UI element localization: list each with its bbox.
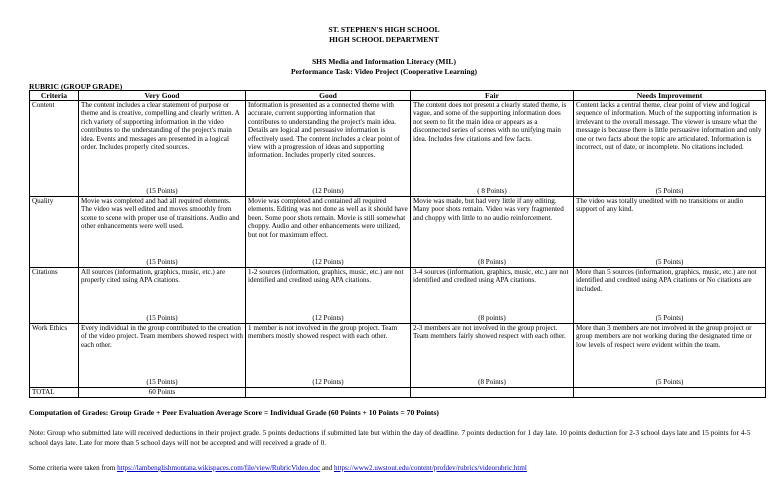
cell-points: (8 Points) [478,257,506,266]
cell-text: Movie was completed and had all required elements. The video was well edited and moves smoothly from scene to scene with proper use of transitions. Audio and other enhancements were well used. [81,197,240,231]
cell-points: (15 Points) [146,257,178,266]
cell-text: More than 5 sources (information, graphics, music, etc.) are not identified and credited using APA citations or No citations are included. [576,268,757,293]
subject-title: SHS Media and Information Literacy (MIL) [311,57,457,66]
total-label: TOTAL [30,388,79,398]
cell-points: (12 Points) [312,257,344,266]
cell-text: The content includes a clear statement of purpose or theme and is creative, compelling and clearly written. A rich variety of supporting information in the video contributes to the understanding of the project's main idea. Events and messages are presented in a logical order. Includes properly cited sources. [81,101,240,152]
cell-points: (15 Points) [146,186,178,195]
column-header: Needs Improvement [574,91,766,101]
source-link-1[interactable]: https://lambenglishmontana.wikispaces.com/file/view/RubricVideo.doc [117,464,321,472]
cell-points: ( 8 Points) [477,186,507,195]
table-row [30,197,766,268]
cell-text: Movie was completed and contained all required elements. Editing was not done as well as it should have been. Some poor shots remain. Movie is still somewhat choppy. Audio and other enhancements were utilized, but not for maximum effect. [248,197,408,239]
cell-points: (8 points) [478,313,506,322]
cell-points: (12 Points) [312,313,344,322]
sources-prefix: Some criteria were taken from [29,464,116,472]
rubric-cell [79,197,246,268]
cell-points: (12 Points) [312,377,344,386]
table-row [30,324,766,388]
cell-text: 2-3 members are not involved in the group project. Team members fairly showed respect with each other. [413,324,566,341]
total-row [30,388,766,398]
cell-text: The video was totally unedited with no transitions or audio support of any kind. [576,197,744,214]
cell-points: (5 Points) [655,377,684,386]
rubric-cell [246,268,411,324]
cell-points: (8 Points) [478,377,506,386]
source-link-2[interactable]: https://www2.uwstout.edu/content/profdev/rubrics/videorubric.html [333,464,527,472]
rubric-cell [411,268,574,324]
cell-points: (5 Points) [655,257,684,266]
cell-points: (15 Points) [146,377,178,386]
criterion-label: Content [30,101,79,197]
cell-text: Content lacks a central theme, clear point of view and logical sequence of information. Much of the supporting information is irrelevant to the overall message. The viewer is unsure what the message is because there is little persuasive information and only one or two facts about the topic are articulated. Information is incorrect, out of date, or incomplete. No citations included. [576,101,762,152]
cell-text: 1-2 sources (information, graphics, music, etc.) are not identified and credited using APA citations. [248,268,404,285]
column-header: Good [246,91,411,101]
rubric-cell [574,268,766,324]
cell-text: 3-4 sources (information, graphics, music, etc.) are not identified and credited using APA citations. [413,268,569,285]
rubric-cell [246,197,411,268]
sources-joiner: and [321,464,333,472]
cell-points: (5 Points) [655,186,684,195]
criterion-label: Quality [30,197,79,268]
cell-points: (15 Points) [146,313,178,322]
empty-cell [411,388,574,398]
rubric-cell [574,197,766,268]
rubric-cell [246,101,411,197]
rubric-cell [411,324,574,388]
cell-text: 1 member is not involved in the group project. Team members mostly showed respect with each other. [248,324,398,341]
sources-line [29,464,527,472]
task-title: Performance Task: Video Project (Cooperative Learning) [290,67,478,76]
rubric-cell [574,101,766,197]
cell-text: Information is presented as a connected theme with accurate, current supporting information that contributes to understanding the project's main idea. Details are logical and persuasive information is effectively used. The content includes a clear point of view with a progression of ideas and supporting information. Includes properly cited sources. [248,101,400,160]
cell-text: The content does not present a clearly stated theme, is vague, and some of the supporting information does not seem to fit the main idea or appears as a disconnected series of scenes with no unifying main idea. Includes few citations and few facts. [413,101,567,143]
total-points: 60 Points [79,388,246,398]
rubric-cell [246,324,411,388]
empty-cell [574,388,766,398]
grade-computation: Computation of Grades: Group Grade + Peer Evaluation Average Score = Individual Grade (60 Points + 10 Points = 70 Points) [29,408,439,417]
column-header: Very Good [79,91,246,101]
cell-points: (5 Points) [655,313,684,322]
rubric-table [29,90,766,398]
empty-cell [246,388,411,398]
rubric-cell [411,197,574,268]
table-row [30,101,766,197]
column-header: Criteria [30,91,79,101]
rubric-cell [79,101,246,197]
school-name: ST. STEPHEN'S HIGH SCHOOL [328,25,440,34]
cell-points: (12 Points) [312,186,344,195]
cell-text: More than 3 members are not involved in the group project or group members are not working during the designated time or low levels of respect were evident within the team. [576,324,752,349]
column-header: Fair [411,91,574,101]
table-header-row [30,91,766,101]
criterion-label: Citations [30,268,79,324]
cell-text: Every individual in the group contributed to the creation of the video project. Team members showed respect with each other. [81,324,243,349]
rubric-label: RUBRIC (GROUP GRADE) [29,82,123,91]
cell-text: Movie was made, but had very little if any editing. Many poor shots remain. Video was very fragmented and choppy with little to no audio reinforcement. [413,197,564,222]
rubric-cell [574,324,766,388]
table-row [30,268,766,324]
rubric-cell [79,324,246,388]
cell-text: All sources (information, graphics, music, etc.) are properly cited using APA citations. [81,268,226,285]
department-name: HIGH SCHOOL DEPARTMENT [329,35,439,44]
rubric-cell [411,101,574,197]
criterion-label: Work Ethics [30,324,79,388]
late-submission-note: Note: Group who submitted late will received deductions in their project grade. 5 points deductions if submitted late but within the day of deadline. 7 points deduction for 1 day late. 10 points deduction for 2-3 school days late and 15 points for 4-5 school days late. Late for more than 5 school days will not be accepted and will received a grade of 0. [29,428,751,447]
rubric-cell [79,268,246,324]
